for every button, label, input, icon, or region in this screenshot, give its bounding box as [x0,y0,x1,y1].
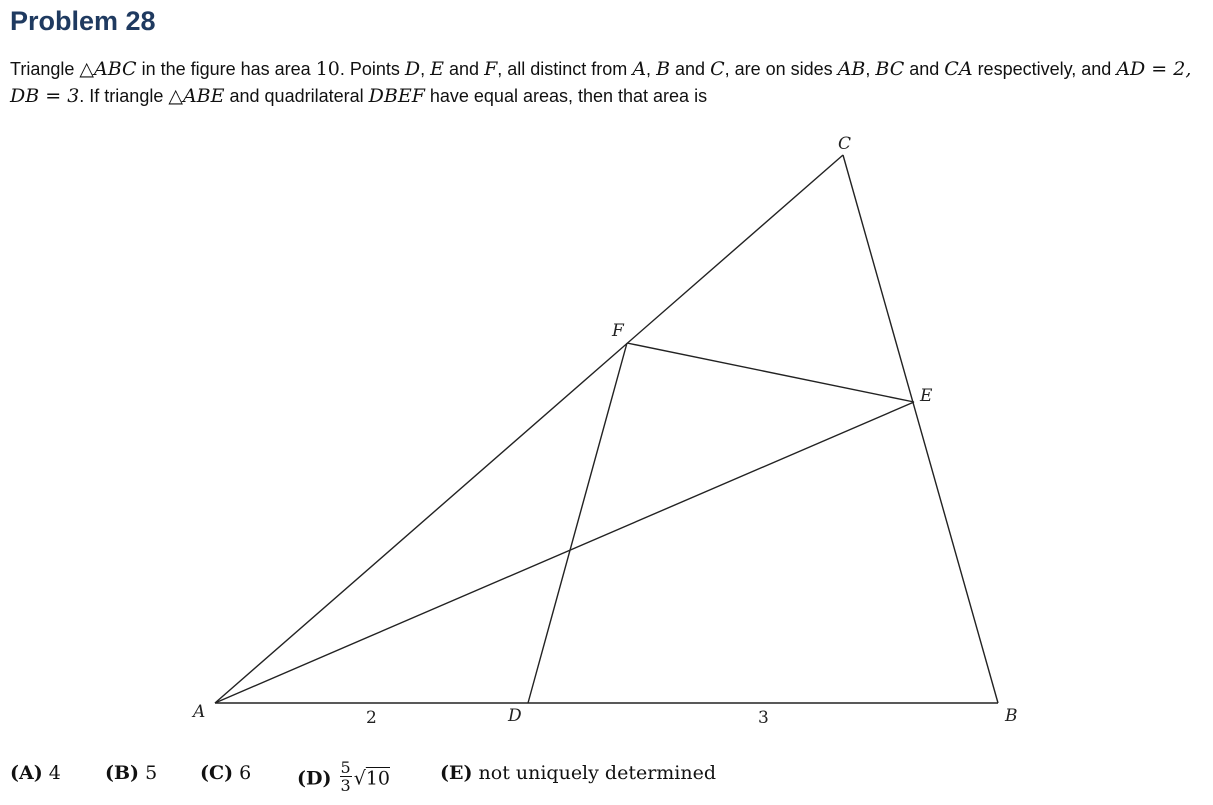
triangle-figure [0,125,1213,735]
label-f: F [612,321,624,341]
side-bc [843,155,998,703]
segment-fe [627,343,914,402]
sqrt-radicand: 10 [365,767,390,790]
length-db: 3 [758,708,769,728]
choice-e[interactable]: (E) not uniquely determined [440,762,717,784]
segment-df [528,343,627,703]
label-b: B [1005,706,1018,726]
triangle-diagram [0,125,1213,735]
label-d: D [508,706,522,726]
sqrt-symbol: √ [353,767,366,790]
segment-ae [215,402,914,703]
choice-c[interactable]: (C) 6 [200,762,252,784]
length-ad: 2 [366,708,377,728]
fraction-five-thirds: $\frac{5}{3}$ [340,758,351,795]
label-c: C [838,134,852,154]
label-e: E [920,386,933,406]
problem-title: Problem 28 [10,6,156,36]
choice-d[interactable]: (D) $\frac{5}{3}$ √10 [297,758,390,795]
problem-statement: Triangle △ABC in the figure has area 10. Points D, E and F, all distinct from A, B and C, are on sides AB, BC and CA respectively, and AD = 2, DB = 3. If triangle △ABE and quadrilateral DBEF have equal areas, then that area is [10,58,1192,107]
choice-b[interactable]: (B) 5 [105,762,158,784]
label-a: A [193,702,206,722]
side-ca [215,155,843,703]
choice-a[interactable]: (A) 4 [10,762,61,784]
